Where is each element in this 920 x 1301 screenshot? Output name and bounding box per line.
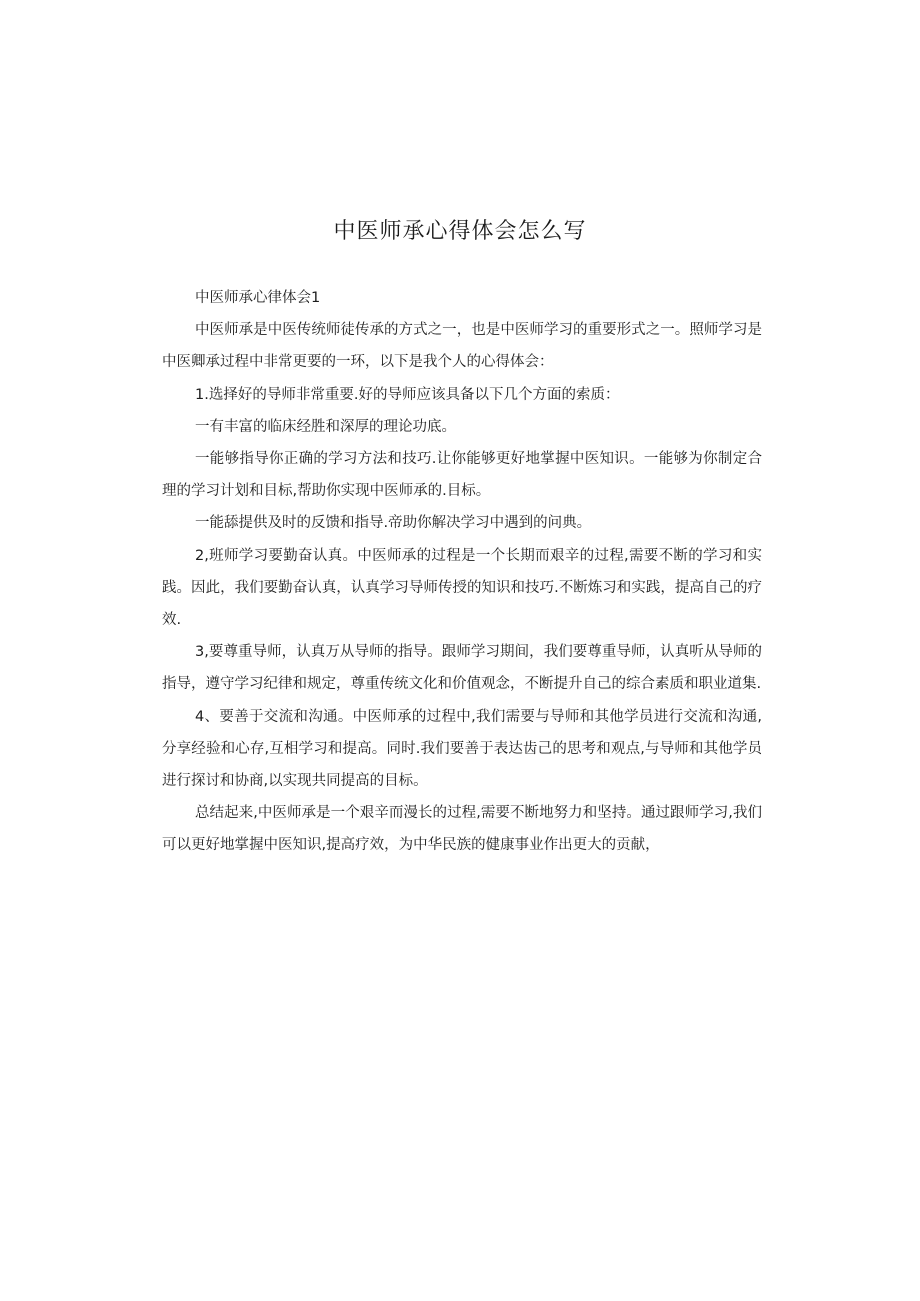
paragraph-point-4: 4、要善于交流和沟通。中医师承的过程中,我们需要与导师和其他学员进行交流和沟通,分享经验和心存,互相学习和提高。同时.我们要善于表达齿己的思考和观点,与导师和其他学员进行探讨和协商,以实现共同提高的目标。 bbox=[162, 708, 762, 790]
paragraph-intro: 中医师承是中医传统师徒传承的方式之一，也是中医师学习的重要形式之一。照师学习是中医卿承过程中非常更要的一环，以下是我个人的心得体会： bbox=[162, 322, 762, 371]
paragraph-point-3: 3,要尊重导师，认真万从导师的指导。跟师学习期间，我们要尊重导师，认真听从导师的指导，遵守学习纪律和规定，尊重传统文化和价值观念，不断提升自己的综合素质和职业道集. bbox=[162, 644, 762, 693]
document-title: 中医师承心得体会怎么写 bbox=[333, 219, 587, 244]
section-heading: 中医师承心律体会1 bbox=[195, 290, 321, 306]
paragraph-point-1-b: 一能够指导你正确的学习方法和技巧.让你能够更好地掌握中医知识。一能够为你制定合理的学习计划和目标,帮助你实现中医师承的.目标。 bbox=[162, 451, 762, 500]
paragraph-point-1: 1.选择好的导师非常重要.好的导师应该具备以下几个方面的索质： bbox=[195, 386, 620, 403]
paragraph-point-1-c: 一能舔提供及时的反馈和指导.帝助你解决学习中遇到的问典。 bbox=[195, 515, 592, 532]
paragraph-point-2: 2,班师学习要勤奋认真。中医师承的过程是一个长期而艰辛的过程,需要不断的学习和实践。因此，我们要勤奋认真，认真学习导师传授的知识和技巧.不断炼习和实践，提高自己的疗效. bbox=[162, 547, 762, 629]
document-body bbox=[162, 282, 762, 862]
paragraph-point-1-a: 一有丰富的临床经胜和深厚的理论功底。 bbox=[195, 418, 456, 435]
paragraph-conclusion: 总结起来,中医师承是一个艰辛而漫长的过程,需要不断地努力和坚持。通过跟师学习,我们可以更好地掌握中医知识,提高疗效，为中华民族的健康事业作出更大的贡献， bbox=[162, 805, 762, 854]
